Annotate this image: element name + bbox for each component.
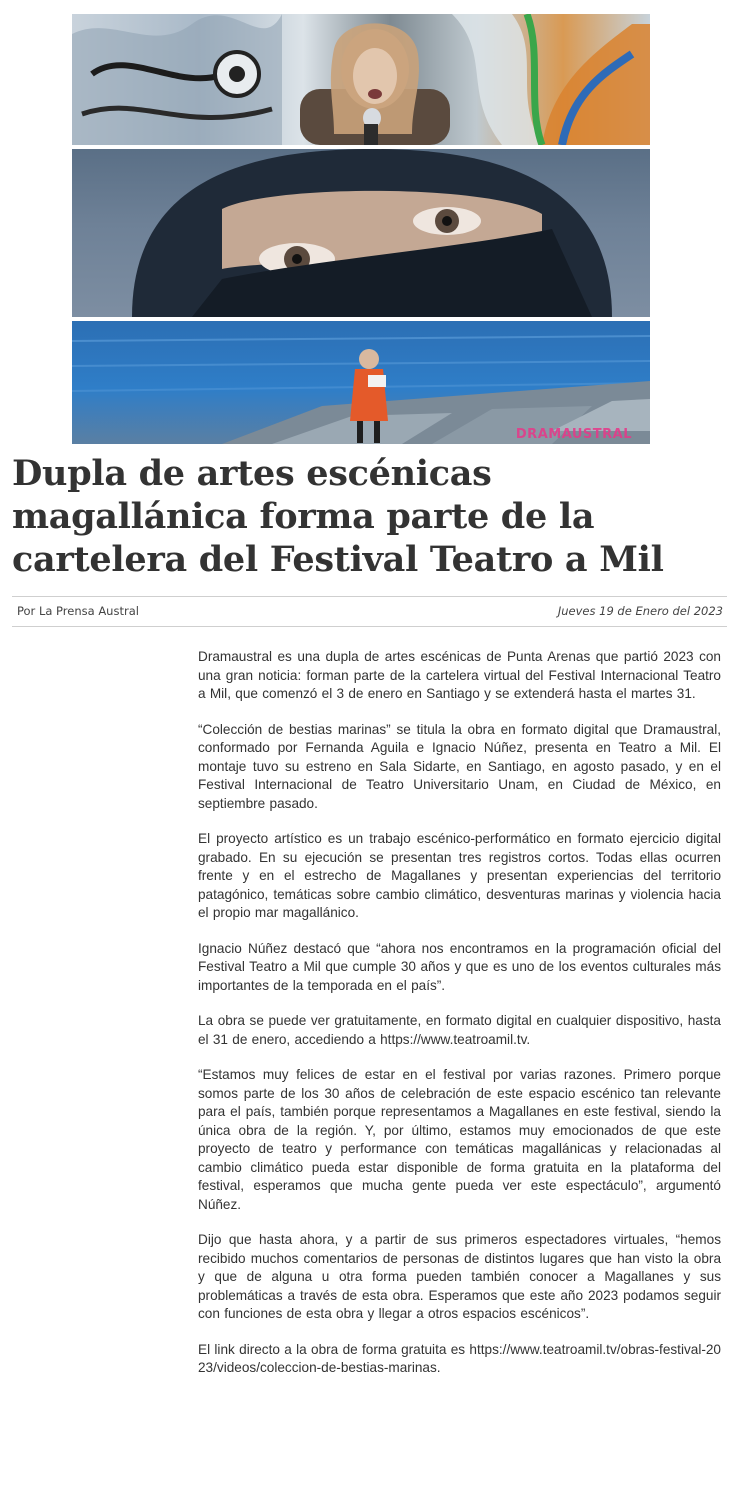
balaclava-face-illustration xyxy=(72,149,650,317)
article-paragraph: El proyecto artístico es un trabajo escénico-performático en formato ejercicio digital grabado. En su ejecución se presentan tres registros cortos. Todas ellas ocurren frente y en el estrecho de Magallanes y presentan experiencias del territorio patagónico, temáticas sobre cambio climático, desventuras marinas y violencia hacia el propio mar magallánico. xyxy=(198,831,721,920)
hero-panel-balaclava xyxy=(72,149,650,317)
article-paragraph: El link directo a la obra de forma gratuita es https://www.teatroamil.tv/obras-festival-2023/videos/coleccion-de-bestias-marinas. xyxy=(198,1341,721,1375)
article-title: Dupla de artes escénicas magallánica forma parte de la cartelera del Festival Teatro a Mil xyxy=(12,453,664,580)
byline-bar xyxy=(12,596,727,627)
hero-watermark: DRAMAUSTRAL xyxy=(515,427,632,442)
article-date: Jueves 19 de Enero del 2023 xyxy=(557,604,723,618)
graffiti-illustration xyxy=(72,14,650,145)
article-paragraph: “Colección de bestias marinas” se titula la obra en formato digital que Dramaustral, conformado por Fernanda Aguila e Ignacio Núñez, presenta en Teatro a Mil. El montaje tuvo su estreno en Sala Sidarte, en Santiago, en agosto pasado, y en el Festival Internacional de Teatro Universitario Unam, en Ciudad de México, en septiembre pasado. xyxy=(198,721,721,811)
article-paragraph: “Estamos muy felices de estar en el festival por varias razones. Primero porque somos parte de los 30 años de celebración de este espacio escénico tan relevante para el país, también porque representamos a Magallanes en este festival, siendo la única obra de la región. Y, por último, estamos muy emocionados de que este proyecto de teatro y performance con temáticas magallánicas y relacionadas al cambio climático pueda estar disponible de forma gratuita en la plataforma del festival, esperamos que mucha gente pueda ver este espectáculo”, argumentó Núñez. xyxy=(198,1067,721,1212)
hero-panel-graffiti xyxy=(72,14,650,145)
hero-image xyxy=(72,14,650,444)
article-paragraph: Dijo que hasta ahora, y a partir de sus primeros espectadores virtuales, “hemos recibido muchos comentarios de personas de distintos lugares que han visto la obra y que de alguna u otra forma pueden también conocer a Magallanes y sus problemáticas a través de esta obra. Esperamos que este año 2023 podamos seguir con funciones de esta obra y llegar a otros espacios escénicos”. xyxy=(198,1232,721,1321)
sea-performer-illustration xyxy=(72,321,650,444)
hero-panel-sea xyxy=(72,321,650,444)
article-body xyxy=(198,648,721,1395)
article-paragraph: La obra se puede ver gratuitamente, en formato digital en cualquier dispositivo, hasta el 31 de enero, accediendo a https://www.teatroamil.tv. xyxy=(198,1013,721,1047)
article-paragraph: Ignacio Núñez destacó que “ahora nos encontramos en la programación oficial del Festival Teatro a Mil que cumple 30 años y que es uno de los eventos culturales más importantes de la temporada en el país”. xyxy=(198,940,721,993)
article-paragraph: Dramaustral es una dupla de artes escénicas de Punta Arenas que partió 2023 con una gran noticia: forman parte de la cartelera virtual del Festival Internacional Teatro a Mil, que comenzó el 3 de enero en Santiago y se extenderá hasta el martes 31. xyxy=(198,649,721,701)
article-author: Por La Prensa Austral xyxy=(17,604,139,618)
